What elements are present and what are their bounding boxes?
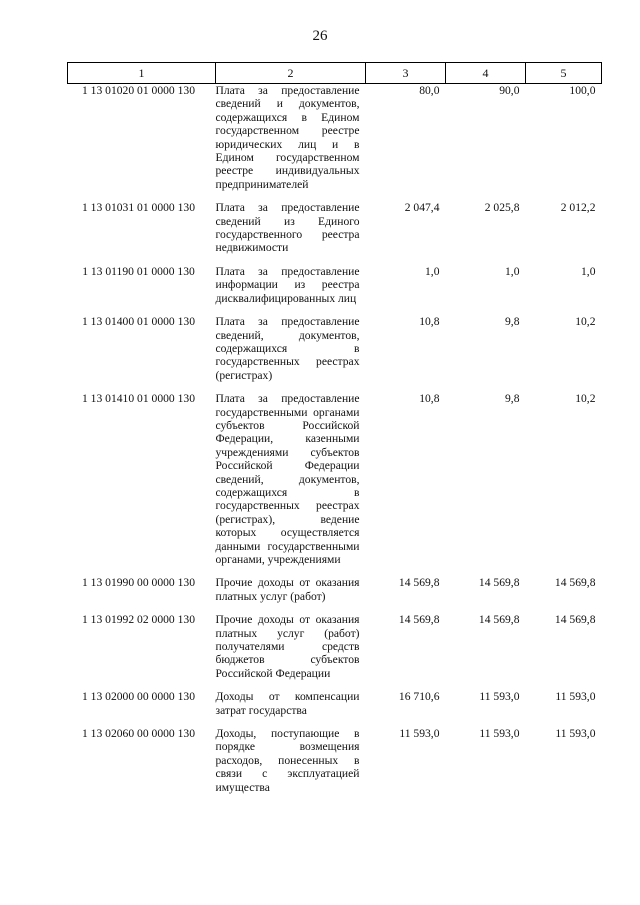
value-col-3: 1,0 [425,264,440,278]
revenue-name: Плата за предоставление сведений из Единого государственного реестра недвижимости [215,201,360,255]
revenue-name: Плата за предоставление государственными органами субъектов Российской Федерации, казенными учреждениями субъектов Российской Федерации сведений, документов, содержащихся в государственных реестрах (регистрах), ведение которых осуществляется данными государственными органами, учреждениями [215,392,360,566]
revenue-name: Плата за предоставление сведений и документов, содержащихся в Едином государственном реестре юридических лиц и в Едином государственном реестре индивидуальных предпринимателей [215,84,360,191]
column-header-1: 1 [68,63,216,84]
budget-revenue-table [67,62,602,804]
value-col-5: 14 569,8 [554,613,596,627]
value-col-3: 10,8 [419,392,440,406]
revenue-code: 1 13 01992 02 0000 130 [81,613,196,627]
revenue-code: 1 13 01410 01 0000 130 [81,392,196,406]
value-col-3: 14 569,8 [398,613,440,627]
value-col-5: 14 569,8 [554,576,596,590]
column-header-4: 4 [446,63,526,84]
value-col-5: 11 593,0 [555,690,596,704]
value-col-5: 100,0 [569,84,596,97]
value-col-4: 9,8 [505,392,520,406]
revenue-name: Доходы, поступающие в порядке возмещения расходов, понесенных в связи с эксплуатацией имущества [215,727,360,794]
value-col-5: 11 593,0 [555,727,596,741]
revenue-code: 1 13 01031 01 0000 130 [81,201,196,215]
value-col-4: 11 593,0 [479,690,520,704]
revenue-name: Плата за предоставление сведений, документов, содержащихся в государственных реестрах (регистрах) [215,315,360,382]
page-number: 26 [312,28,328,44]
table-row [68,613,602,690]
value-col-3: 11 593,0 [399,727,440,741]
table-row [68,727,602,804]
value-col-4: 14 569,8 [478,613,520,627]
revenue-code: 1 13 02060 00 0000 130 [81,727,196,741]
value-col-3: 16 710,6 [398,690,440,704]
revenue-name: Прочие доходы от оказания платных услуг (работ) получателями средств бюджетов субъектов Российской Федерации [215,613,360,680]
revenue-code: 1 13 01990 00 0000 130 [81,576,196,590]
table-row [68,84,602,202]
value-col-5: 2 012,2 [560,201,596,215]
value-col-5: 10,2 [575,315,596,329]
value-col-4: 1,0 [505,264,520,278]
revenue-name: Плата за предоставление информации из реестра дисквалифицированных лиц [215,264,360,305]
revenue-code: 1 13 01400 01 0000 130 [81,315,196,329]
value-col-4: 9,8 [505,315,520,329]
value-col-4: 11 593,0 [479,727,520,741]
value-col-4: 2 025,8 [484,201,520,215]
column-header-5: 5 [526,63,602,84]
table-row [68,315,602,392]
value-col-5: 10,2 [575,392,596,406]
value-col-5: 1,0 [581,264,596,278]
header-row [68,63,602,84]
table-row [68,265,602,315]
column-header-2: 2 [216,63,366,84]
revenue-name: Доходы от компенсации затрат государства [215,690,360,717]
value-col-4: 14 569,8 [478,576,520,590]
revenue-code: 1 13 02000 00 0000 130 [81,690,196,704]
revenue-code: 1 13 01190 01 0000 130 [82,264,195,278]
value-col-3: 14 569,8 [398,576,440,590]
value-col-4: 90,0 [499,84,520,97]
value-col-3: 10,8 [419,315,440,329]
revenue-name: Прочие доходы от оказания платных услуг (работ) [215,576,360,603]
column-header-3: 3 [366,63,446,84]
value-col-3: 80,0 [419,84,440,97]
table-row [68,201,602,265]
value-col-3: 2 047,4 [404,201,440,215]
table-row [68,392,602,576]
revenue-code: 1 13 01020 01 0000 130 [81,84,196,97]
table-row [68,576,602,613]
table-row [68,690,602,727]
